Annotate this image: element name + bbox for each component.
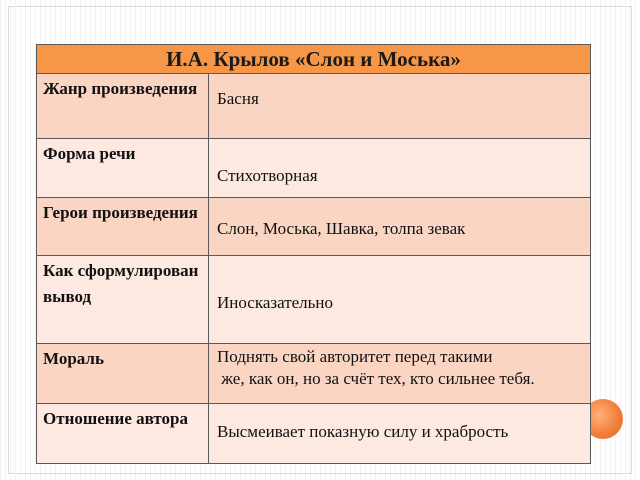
row-label: Герои произведения [37, 198, 209, 256]
row-label: Отношение автора [37, 404, 209, 464]
row-label: Жанр произведения [37, 74, 209, 139]
table-row-genre [37, 74, 591, 139]
row-value [209, 344, 591, 404]
table-row-author-attitude [37, 404, 591, 464]
row-value [209, 256, 591, 344]
table-title: И.А. Крылов «Слон и Моська» [37, 45, 591, 74]
row-value-text: Стихотворная [217, 166, 318, 185]
moral-line-2: же, как он, но за счёт тех, кто сильнее тебя. [217, 369, 535, 388]
row-label: Мораль [37, 344, 209, 404]
row-value-text: Слон, Моська, Шавка, толпа зевак [217, 219, 466, 238]
table-row-speech-form [37, 139, 591, 198]
row-value [209, 74, 591, 139]
row-label: Как сформулирован вывод [37, 256, 209, 344]
row-value [209, 139, 591, 198]
table-row-characters [37, 198, 591, 256]
table-header-row [37, 45, 591, 74]
row-value [209, 404, 591, 464]
row-value-text: Басня [217, 89, 259, 108]
row-value-text: Иносказательно [217, 293, 334, 312]
row-label: Форма речи [37, 139, 209, 198]
table-row-conclusion [37, 256, 591, 344]
moral-line-1: Поднять свой авторитет перед такими [217, 347, 493, 366]
row-value [209, 198, 591, 256]
fable-info-table [36, 44, 591, 464]
table-row-moral [37, 344, 591, 404]
row-value-text: Высмеивает показную силу и храбрость [217, 422, 509, 441]
